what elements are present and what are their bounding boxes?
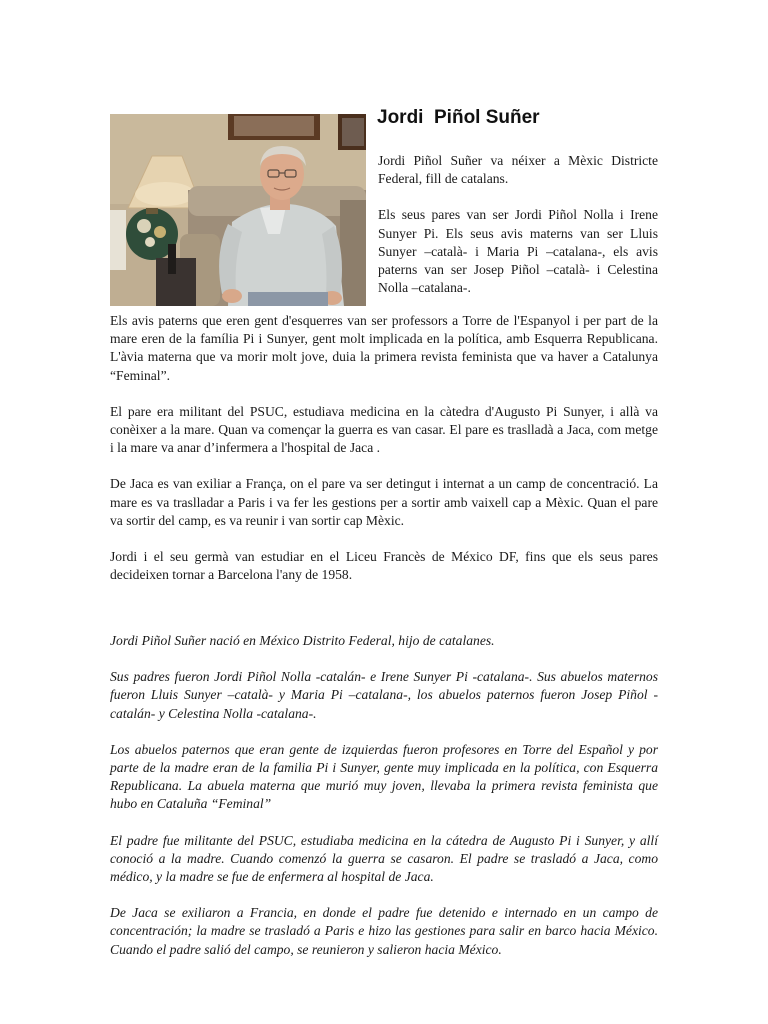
body-paragraph: Los abuelos paternos que eran gente de izquierdas fueron profesores en Torre del Español y por parte de la madre eran de la familia Pi i Sunyer, gente muy implicada en la política, con Esquerra Republicana. La abuela materna que murió muy joven, llevaba la primera revista feminista que hubo en Cataluña “Feminal” [110, 741, 658, 812]
intro-paragraph: Jordi Piñol Suñer va néixer a Mèxic Districte Federal, fill de catalans. [378, 153, 658, 187]
spanish-body [110, 632, 658, 977]
body-paragraph: De Jaca se exiliaron a Francia, en donde el padre fue detenido e internado en un campo de concentración; la madre se trasladó a Paris e hizo las gestiones para salir en barco hacia México. Cuando el padre salió del campo, se reunieron y salieron hacia México. [110, 905, 658, 957]
body-paragraph: Els avis paterns que eren gent d'esquerres van ser professors a Torre de l'Espanyol i per part de la mare eren de la família Pi i Sunyer, gent molt implicada en la política, amb Esquerra Republicana. L'àvia materna que va morir molt jove, duia la primera revista feminista que va haver a Catalunya “Feminal”. [110, 313, 658, 383]
body-paragraph: De Jaca es van exiliar a França, on el pare va ser detingut i internat a un camp de concentració. La mare es va traslladar a Paris i va fer les gestions per a sortir amb vaixell cap a Mèxic. Quan el pare va sortir del camp, es va reunir i van sortir cap Mèxic. [110, 476, 658, 528]
body-paragraph: El pare era militant del PSUC, estudiava medicina en la càtedra d'Augusto Pi Sunyer, i allà va conèixer a la mare. Quan va començar la guerra es van casar. El pare es traslladà a Jaca, com metge i la mare va anar d’infermera a l'hospital de Jaca . [110, 403, 658, 456]
catalan-body [110, 312, 658, 602]
intro-paragraph: Els seus pares van ser Jordi Piñol Nolla i Irene Sunyer Pi. Els seus avis materns van ser Lluis Sunyer –català- i Maria Pi –catalana-, els avis paterns van ser Josep Piñol –català- i Celestina Nolla –catalana-. [378, 207, 658, 296]
intro-text-block [378, 152, 658, 315]
body-paragraph: Jordi i el seu germà van estudiar en el Liceu Francès de México DF, fins que els seus pares decideixen tornar a Barcelona l'any de 1958. [110, 549, 658, 583]
page-title: Jordi Piñol Suñer [377, 107, 540, 128]
body-paragraph: Sus padres fueron Jordi Piñol Nolla -catalán- e Irene Sunyer Pi -catalana-. Sus abuelos maternos fueron Lluis Sunyer –català- y Maria Pi –catalana-, los abuelos paternos fueron Josep Piñol -catalán- y Celestina Nolla -catalana-. [110, 669, 658, 721]
body-paragraph: Jordi Piñol Suñer nació en México Distrito Federal, hijo de catalanes. [110, 633, 495, 648]
body-paragraph: El padre fue militante del PSUC, estudiaba medicina en la cátedra de Augusto Pi i Sunyer, y allí conoció a la madre. Cuando comenzó la guerra se casaron. El padre se trasladó a Jaca, como médico, y la madre se fue de enfermera al hospital de Jaca. [110, 832, 658, 885]
portrait-photo [110, 114, 366, 306]
